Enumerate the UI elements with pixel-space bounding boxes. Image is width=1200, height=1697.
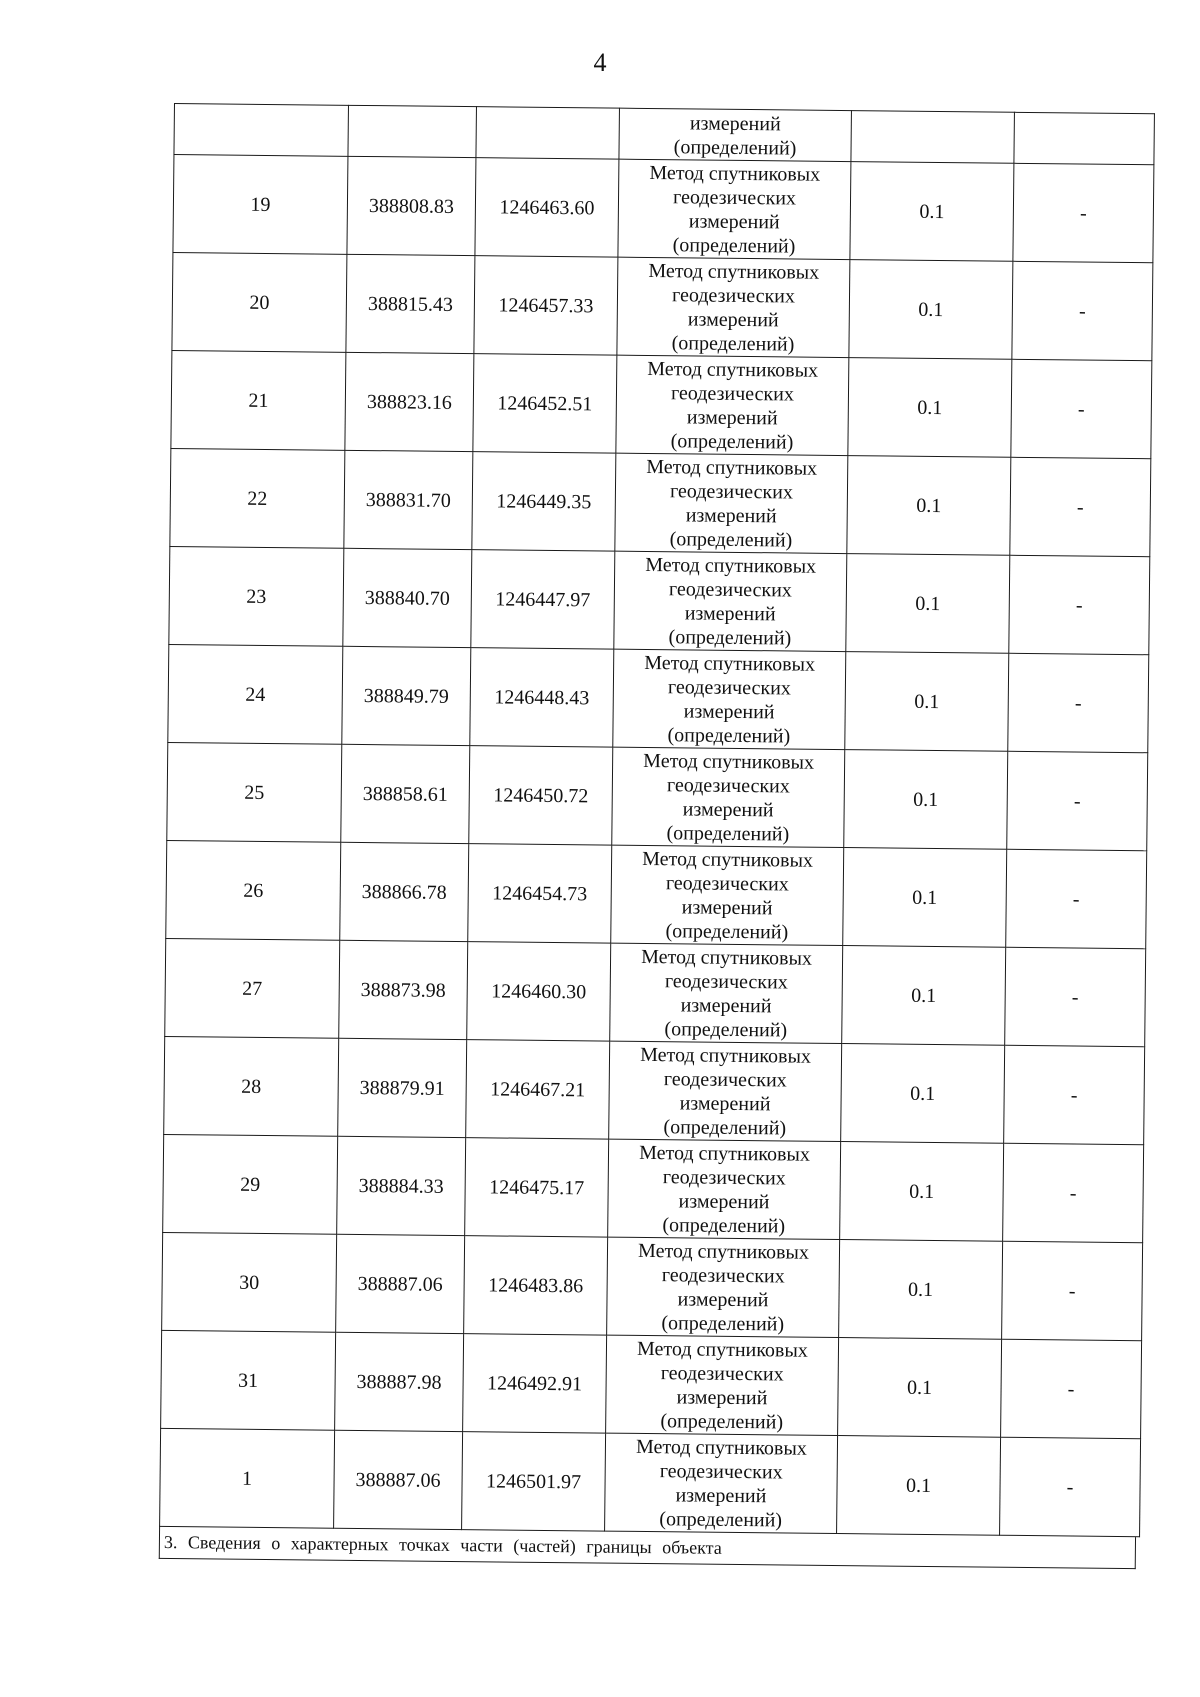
x-coordinate-cell: 388866.78 [340,842,469,941]
note-cell: - [1005,947,1146,1046]
method-cell [614,551,847,651]
method-line: Метод спутниковых [640,1043,812,1068]
point-number-cell: 29 [163,1134,338,1234]
method-line: (определений) [666,821,790,845]
table-row [163,1134,1144,1242]
method-line: геодезических [661,1263,785,1287]
method-cell [610,943,843,1043]
accuracy-cell: 0.1 [838,1338,1002,1438]
table-row [171,350,1152,458]
method-line: (определений) [667,723,791,747]
method-line: (определений) [659,1507,783,1531]
y-coordinate-cell: 1246457.33 [474,256,618,355]
method-line: Метод спутниковых [648,259,820,284]
x-coordinate-cell: 388887.98 [335,1332,464,1431]
method-line: геодезических [669,479,794,504]
point-number-cell: 26 [166,840,341,940]
y-cell [476,107,620,159]
method-line: Метод спутниковых [636,1337,808,1362]
method-line: Метод спутниковых [644,651,816,676]
x-coordinate-cell: 388887.06 [334,1430,463,1529]
point-number-cell: 30 [162,1232,337,1332]
method-cell [607,1237,840,1337]
note-cell: - [1011,359,1152,458]
note-cell: - [1000,1437,1141,1536]
method-line: измерений [680,993,772,1017]
method-cell [613,649,846,749]
x-coordinate-cell: 388823.16 [345,352,474,451]
table-row [165,938,1146,1046]
method-cell [611,845,844,945]
point-number-cell: 22 [170,448,345,548]
method-line: (определений) [668,625,792,649]
method-line: Метод спутниковых [642,847,814,872]
accuracy-cell: 0.1 [846,554,1010,654]
accuracy-cell: 0.1 [843,848,1007,948]
method-line: измерений [678,1189,770,1213]
note-cell [1014,112,1155,164]
note-cell: - [1007,751,1148,850]
method-line: (определений) [669,527,793,551]
x-coordinate-cell: 388884.33 [337,1136,466,1235]
method-line: геодезических [659,1459,783,1483]
method-line: геодезических [664,969,788,993]
method-line: измерений [675,1483,767,1507]
method-line: Метод спутниковых [645,553,817,578]
method-line: (определений) [660,1409,784,1433]
method-cell [618,159,851,259]
note-cell: - [1001,1339,1142,1438]
method-line: геодезических [667,675,791,699]
point-number-cell: 19 [173,155,348,255]
x-coordinate-cell: 388808.83 [347,156,476,255]
page-number: 4 [593,48,607,77]
x-coordinate-cell: 388879.91 [338,1038,467,1137]
method-line: измерений [677,1287,769,1311]
point-number-cell: 28 [164,1036,339,1136]
section-title: 3. Сведения о характерных точках части (частей) границы объекта [159,1527,1136,1569]
method-line: геодезических [668,577,792,601]
y-coordinate-cell: 1246449.35 [472,452,616,551]
method-line: (определений) [661,1311,785,1335]
method-line: измерений [685,503,777,527]
y-coordinate-cell: 1246452.51 [473,354,617,453]
table-row [172,252,1153,360]
method-line: Метод спутниковых [647,357,819,382]
method-line: геодезических [672,185,797,210]
accuracy-cell: 0.1 [847,456,1011,556]
method-cell [617,257,850,357]
y-coordinate-cell: 1246448.43 [470,648,614,747]
coordinates-sheet [159,103,1154,1569]
method-line: геодезических [671,283,796,308]
method-line: измерений [689,112,781,136]
boundary-points-table-body [160,104,1155,1537]
table-row [164,1036,1145,1144]
accuracy-cell: 0.1 [837,1436,1001,1536]
method-line: (определений) [673,136,797,160]
point-number-cell: 27 [165,938,340,1038]
method-line: геодезических [660,1361,784,1385]
method-cell [608,1139,841,1239]
accuracy-cell: 0.1 [849,260,1013,360]
note-cell: - [1013,163,1154,262]
y-coordinate-cell: 1246467.21 [466,1040,610,1139]
point-number-cell: 1 [160,1428,335,1528]
point-number-cell: 25 [167,742,342,842]
y-coordinate-cell: 1246463.60 [475,158,619,257]
note-cell: - [1008,653,1149,752]
x-coordinate-cell: 388858.61 [341,744,470,843]
y-coordinate-cell: 1246475.17 [465,1138,609,1237]
method-line: (определений) [663,1115,787,1139]
accuracy-cell: 0.1 [844,750,1008,850]
method-line: Метод спутниковых [643,749,815,774]
point-number-cell: 20 [172,252,347,352]
method-line: измерений [676,1385,768,1409]
accuracy-cell: 0.1 [850,162,1014,262]
table-row [161,1330,1142,1438]
method-line: Метод спутниковых [639,1141,811,1166]
point-number-cell: 24 [168,644,343,744]
note-cell: - [1009,555,1150,654]
method-line: Метод спутниковых [641,945,813,970]
method-cell [606,1335,839,1435]
method-line: Метод спутниковых [646,455,818,480]
table-row [166,840,1147,948]
x-coordinate-cell: 388887.06 [336,1234,465,1333]
accuracy-cell [851,111,1015,164]
x-coordinate-cell: 388815.43 [346,254,475,353]
method-line: Метод спутниковых [649,161,821,186]
table-row [169,546,1150,654]
accuracy-cell: 0.1 [841,1044,1005,1144]
table-row [173,155,1154,263]
point-number-cell: 31 [161,1330,336,1430]
method-line: измерений [681,895,773,919]
point-number-cell: 23 [169,546,344,646]
method-line: геодезических [665,871,789,895]
method-cell [612,747,845,847]
x-coordinate-cell: 388873.98 [339,940,468,1039]
accuracy-cell: 0.1 [848,358,1012,458]
method-line: Метод спутниковых [635,1435,807,1460]
method-line: (определений) [670,429,794,454]
y-coordinate-cell: 1246450.72 [469,746,613,845]
method-line: Метод спутниковых [638,1239,810,1264]
method-line: (определений) [672,233,796,258]
table-row [160,1428,1141,1536]
method-cell [605,1433,838,1533]
note-cell: - [1010,457,1151,556]
method-cell [615,453,848,553]
method-line: измерений [688,209,780,233]
note-cell: - [1012,261,1153,360]
method-cell [616,355,849,455]
method-line: измерений [686,405,778,429]
method-cell [619,108,852,161]
method-line: измерений [679,1091,771,1115]
accuracy-cell: 0.1 [840,1142,1004,1242]
note-cell: - [1003,1143,1144,1242]
method-line: геодезических [670,381,795,406]
point-cell [174,104,349,157]
table-row [162,1232,1143,1340]
boundary-points-table [159,103,1155,1537]
x-coordinate-cell: 388840.70 [343,548,472,647]
method-line: (определений) [664,1017,788,1041]
y-coordinate-cell: 1246454.73 [468,844,612,943]
method-line: геодезических [663,1067,787,1091]
note-cell: - [1004,1045,1145,1144]
method-line: геодезических [666,773,790,797]
x-coordinate-cell: 388849.79 [342,646,471,745]
table-row [168,644,1149,752]
accuracy-cell: 0.1 [842,946,1006,1046]
method-line: измерений [682,797,774,821]
y-coordinate-cell: 1246483.86 [464,1236,608,1335]
y-coordinate-cell: 1246501.97 [462,1432,606,1531]
method-line: (определений) [662,1213,786,1237]
table-row [170,448,1151,556]
accuracy-cell: 0.1 [839,1240,1003,1340]
accuracy-cell: 0.1 [845,652,1009,752]
y-coordinate-cell: 1246447.97 [471,550,615,649]
x-coordinate-cell: 388831.70 [344,450,473,549]
y-coordinate-cell: 1246492.91 [463,1334,607,1433]
method-line: измерений [683,699,775,723]
method-line: (определений) [665,919,789,943]
method-line: измерений [687,307,779,331]
x-cell [348,105,477,157]
table-row [167,742,1148,850]
point-number-cell: 21 [171,350,346,450]
note-cell: - [1006,849,1147,948]
method-cell [609,1041,842,1141]
y-coordinate-cell: 1246460.30 [467,942,611,1041]
method-line: измерений [684,601,776,625]
note-cell: - [1002,1241,1143,1340]
method-line: (определений) [671,331,795,356]
method-line: геодезических [662,1165,786,1189]
